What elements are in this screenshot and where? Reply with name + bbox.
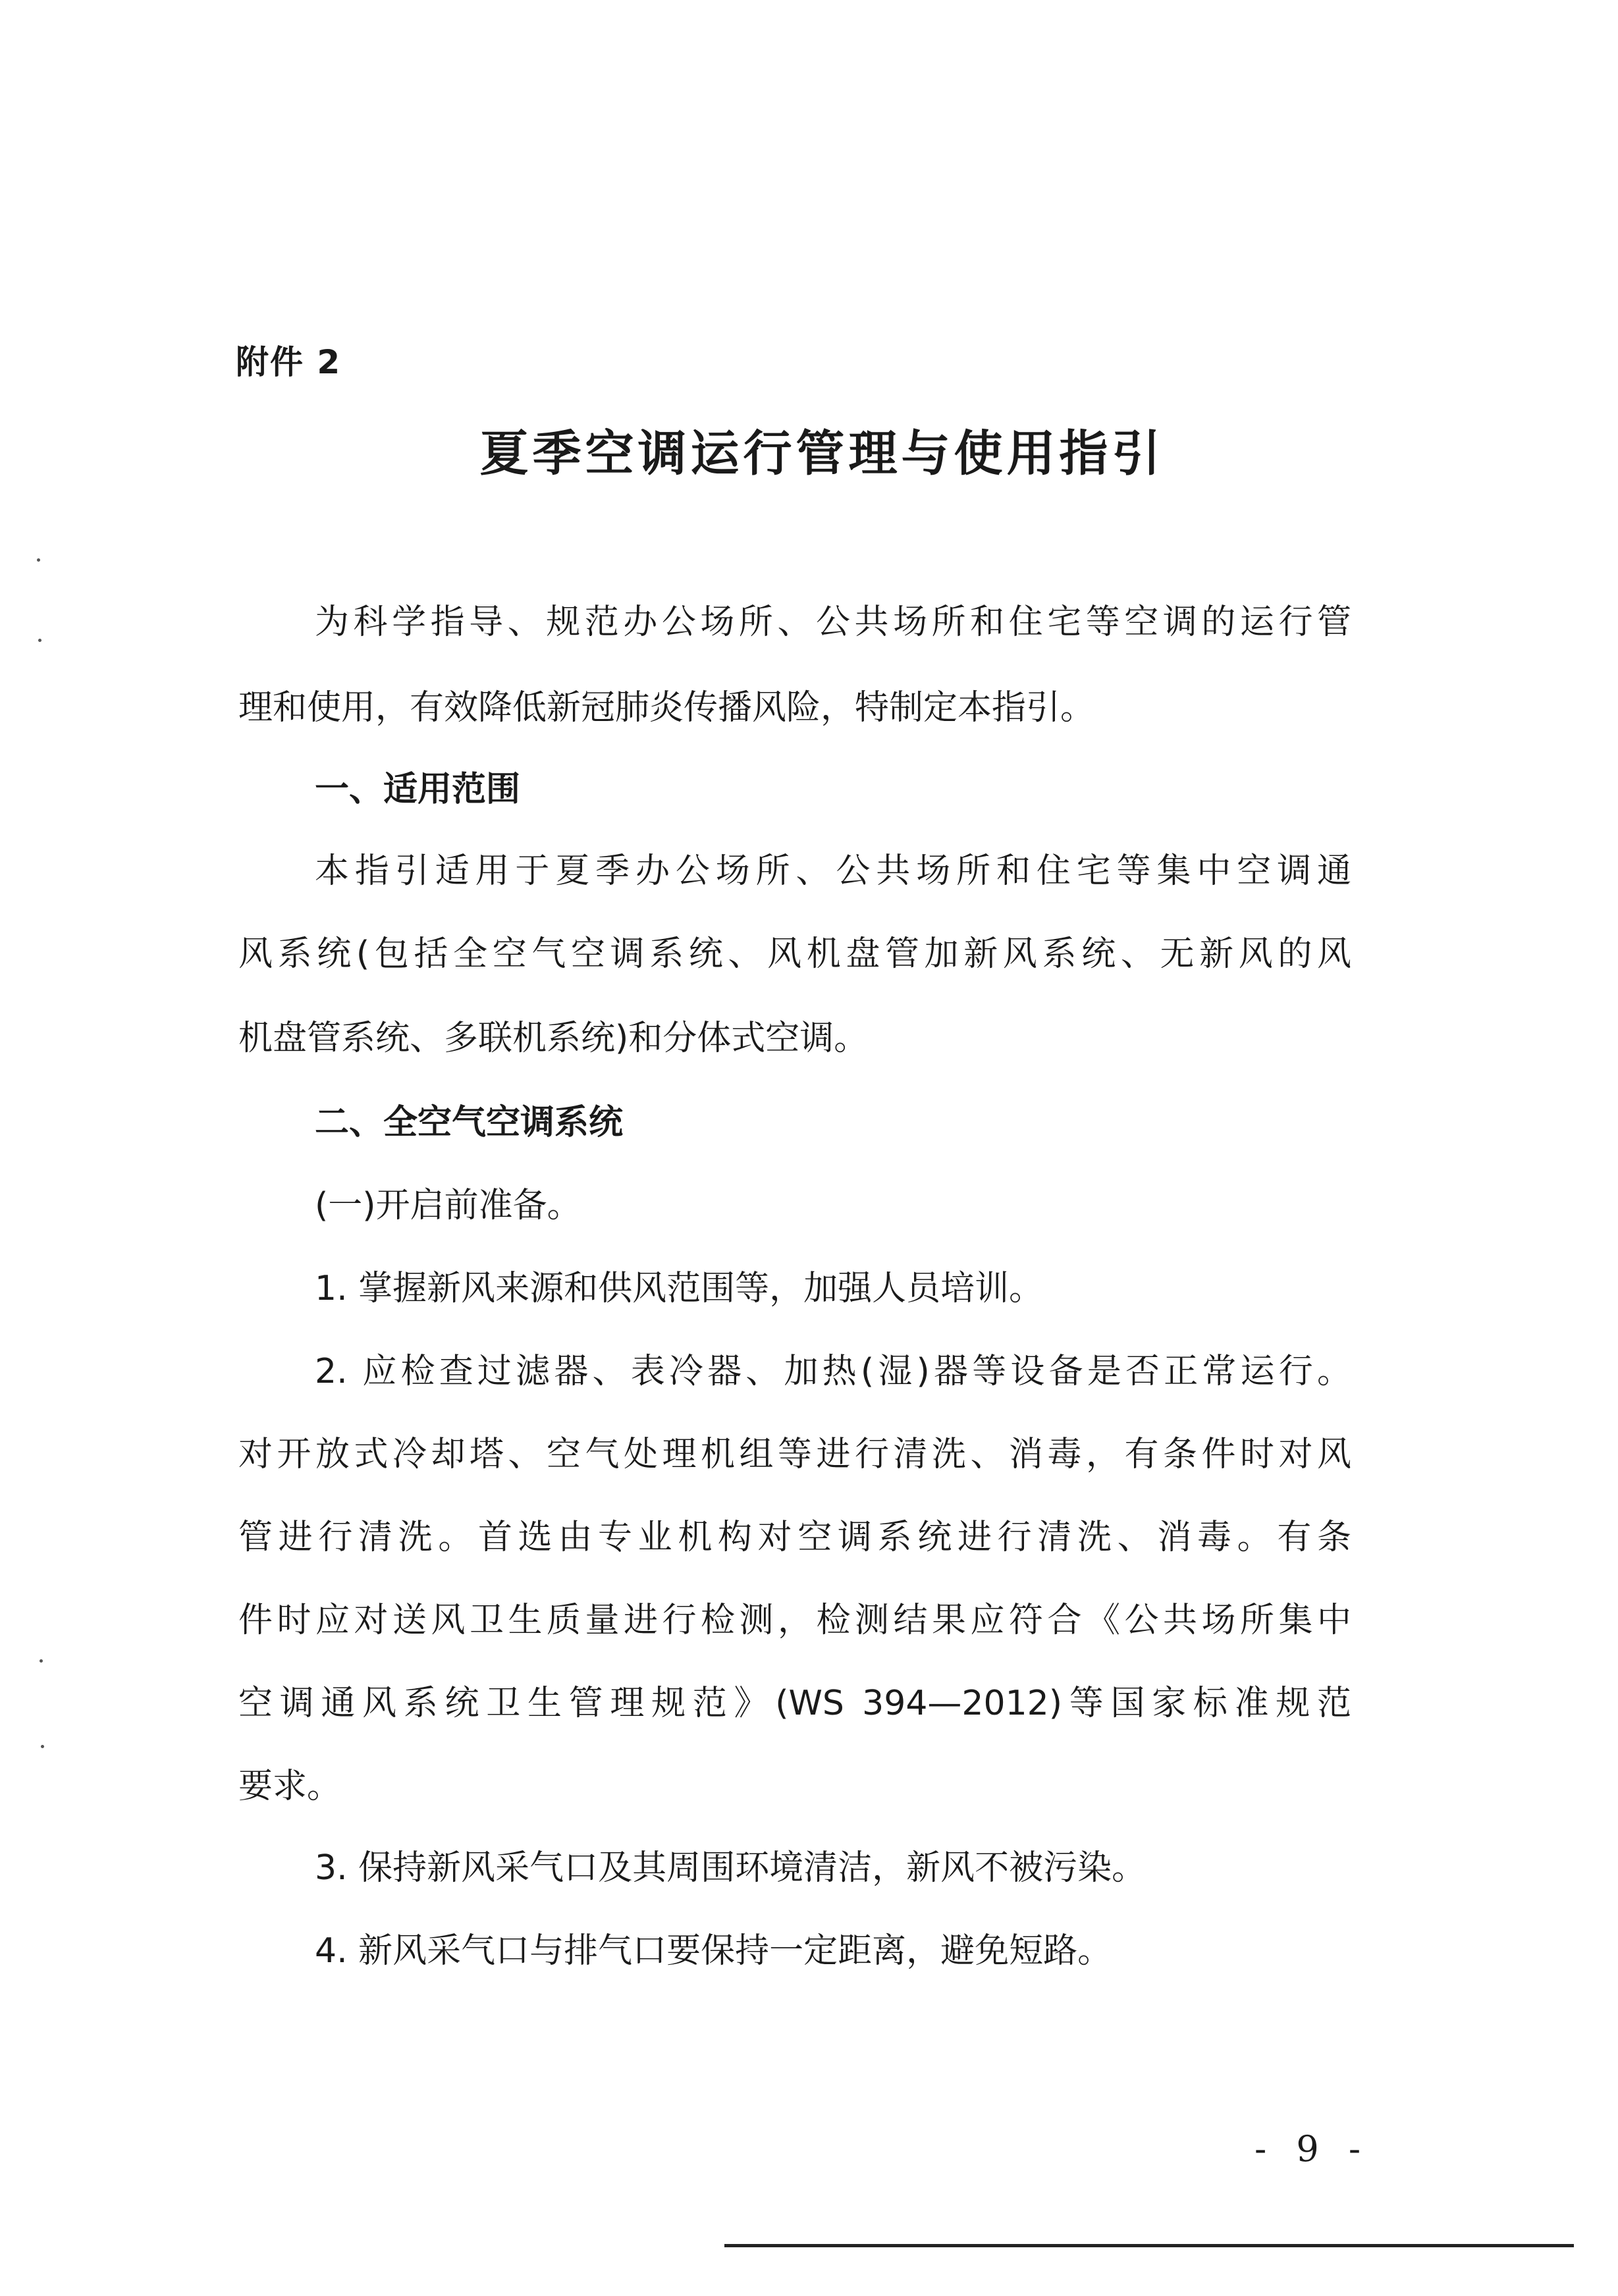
paragraph-line: 理和使用，有效降低新冠肺炎传播风险，特制定本指引。: [238, 688, 1095, 728]
paragraph-line: 要求。: [238, 1767, 342, 1806]
section-heading: 二、全空气空调系统: [315, 1103, 624, 1142]
paragraph-line: 机盘管系统、多联机系统)和分体式空调。: [238, 1019, 869, 1058]
scan-speck: [38, 639, 41, 642]
paragraph-line: 件时应对送风卫生质量进行检测，检测结果应符合《公共场所集中: [238, 1601, 1351, 1640]
scan-speck: [37, 558, 40, 562]
section-heading: 一、适用范围: [315, 770, 521, 809]
scan-speck: [41, 1745, 44, 1748]
paragraph-line: 为科学指导、规范办公场所、公共场所和住宅等空调的运行管: [315, 602, 1351, 642]
paragraph-line: 本指引适用于夏季办公场所、公共场所和住宅等集中空调通: [315, 851, 1351, 891]
paragraph-line: 管进行清洗。首选由专业机构对空调系统进行清洗、消毒。有条: [238, 1518, 1351, 1557]
page-number: - 9 -: [1254, 2128, 1370, 2170]
list-item: 1. 掌握新风来源和供风范围等，加强人员培训。: [315, 1269, 1044, 1308]
document-title: 夏季空调运行管理与使用指引: [479, 425, 1165, 482]
scan-speck: [40, 1659, 43, 1663]
list-item: 2. 应检查过滤器、表冷器、加热(湿)器等设备是否正常运行。: [315, 1352, 1351, 1391]
subsection-heading: (一)开启前准备。: [315, 1186, 581, 1225]
attachment-label: 附件 2: [236, 343, 342, 381]
bottom-rule: [724, 2244, 1574, 2247]
paragraph-line: 空调通风系统卫生管理规范》(WS 394—2012)等国家标准规范: [238, 1684, 1351, 1723]
list-item: 4. 新风采气口与排气口要保持一定距离，避免短路。: [315, 1931, 1112, 1971]
paragraph-line: 对开放式冷却塔、空气处理机组等进行清洗、消毒，有条件时对风: [238, 1435, 1351, 1474]
list-item: 3. 保持新风采气口及其周围环境清洁，新风不被污染。: [315, 1848, 1146, 1888]
paragraph-line: 风系统(包括全空气空调系统、风机盘管加新风系统、无新风的风: [238, 934, 1351, 974]
